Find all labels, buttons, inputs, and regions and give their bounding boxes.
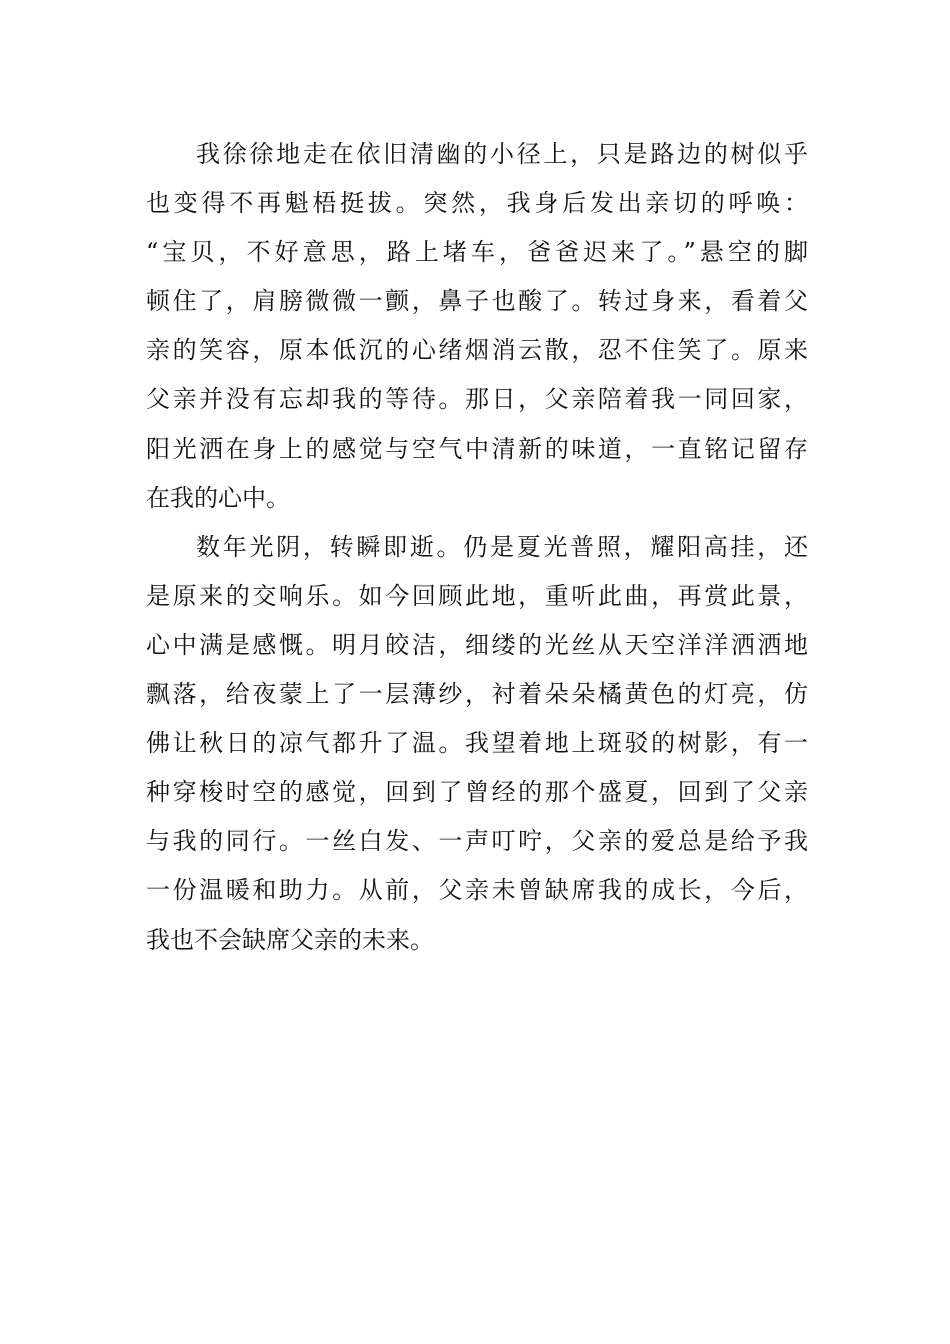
text-line: 我徐徐地走在依旧清幽的小径上，只是路边的树似乎 <box>196 140 808 168</box>
paragraph-2 <box>146 523 808 965</box>
text-line: 父亲并没有忘却我的等待。那日，父亲陪着我一同回家， <box>146 385 808 414</box>
text-line: 心中满是感慨。明月皎洁，细缕的光丝从天空洋洋洒洒地 <box>146 630 808 659</box>
text-line: 飘落，给夜蒙上了一层薄纱，衬着朵朵橘黄色的灯亮，仿 <box>146 680 808 709</box>
text-line: 是原来的交响乐。如今回顾此地，重听此曲，再赏此景， <box>146 581 808 610</box>
text-line: 与我的同行。一丝白发、一声叮咛，父亲的爱总是给予我 <box>146 827 808 856</box>
text-line: 我也不会缺席父亲的未来。 <box>146 925 434 954</box>
paragraph-1 <box>146 130 808 523</box>
text-line: 也变得不再魁梧挺拔。突然，我身后发出亲切的呼唤： <box>146 189 808 218</box>
document-body <box>146 130 808 965</box>
text-line: 佛让秋日的凉气都升了温。我望着地上斑驳的树影，有一 <box>146 729 808 758</box>
text-line: “宝贝，不好意思，路上堵车，爸爸迟来了。”悬空的脚 <box>146 238 808 267</box>
text-line: 数年光阴，转瞬即逝。仍是夏光普照，耀阳高挂，还 <box>196 532 808 561</box>
text-line: 阳光洒在身上的感觉与空气中清新的味道，一直铭记留存 <box>146 434 808 463</box>
text-line: 在我的心中。 <box>146 483 290 512</box>
text-line: 一份温暖和助力。从前，父亲未曾缺席我的成长，今后， <box>146 876 808 905</box>
text-line: 亲的笑容，原本低沉的心绪烟消云散，忍不住笑了。原来 <box>146 336 808 365</box>
text-line: 种穿梭时空的感觉，回到了曾经的那个盛夏，回到了父亲 <box>146 778 808 807</box>
text-line: 顿住了，肩膀微微一颤，鼻子也酸了。转过身来，看着父 <box>146 287 808 316</box>
